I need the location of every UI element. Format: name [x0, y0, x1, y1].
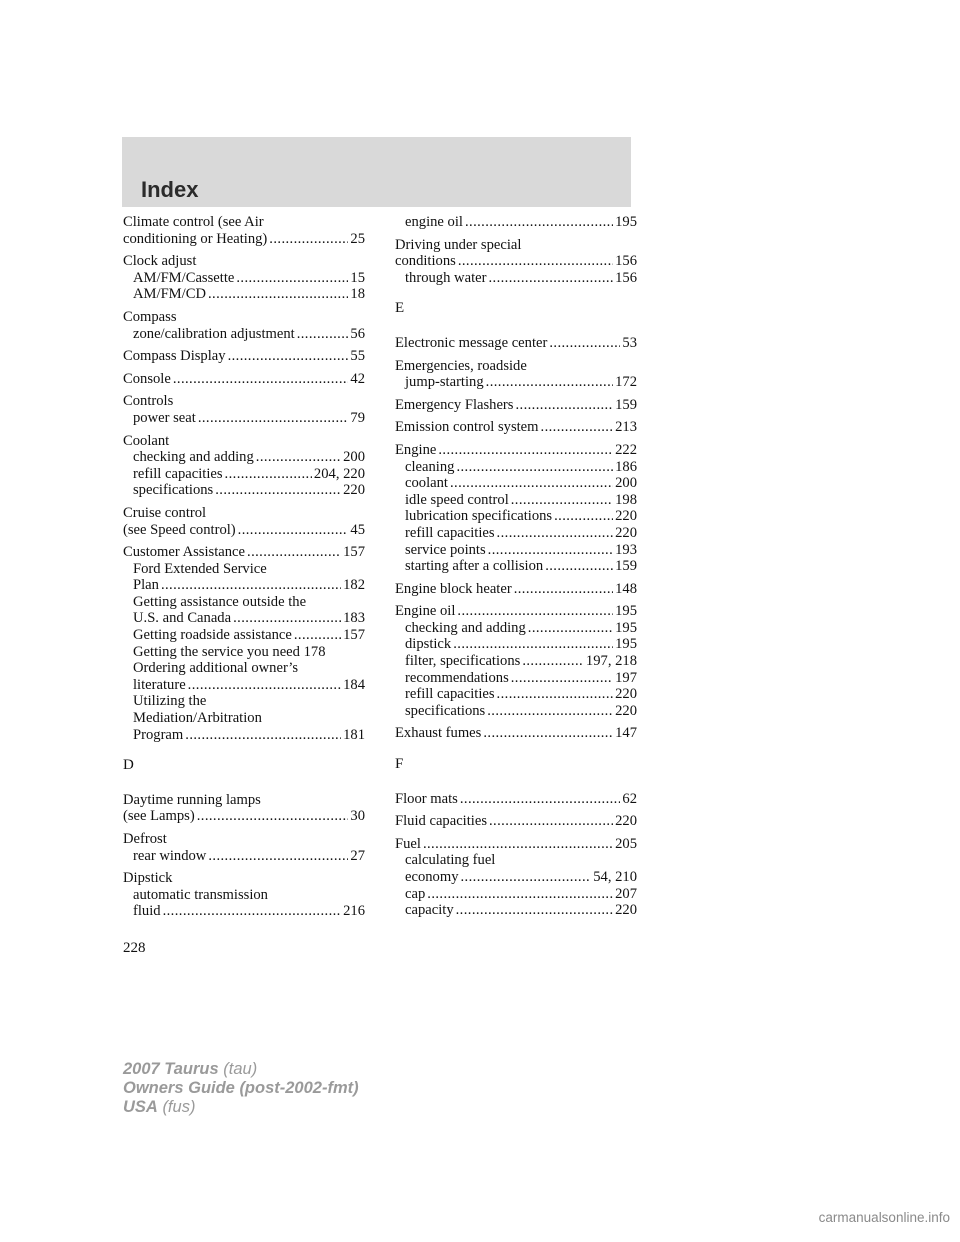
page-ref: 220: [615, 813, 637, 830]
page-ref: 220: [615, 686, 637, 703]
page-ref: 195: [615, 636, 637, 653]
index-entry: [123, 544, 365, 743]
page-ref: 53: [622, 334, 637, 351]
watermark: carmanualsonline.info: [818, 1210, 950, 1225]
sub-entry: coolant: [405, 475, 448, 492]
page-ref: 200: [343, 449, 365, 466]
entry-heading: Fuel: [395, 835, 421, 852]
page-ref: 216: [343, 903, 365, 920]
index-entry: [395, 791, 637, 808]
page-ref: 56: [350, 325, 365, 342]
sub-entry: Utilizing the: [133, 693, 207, 710]
entry-text: Cruise control: [123, 504, 207, 521]
sub-entry: checking and adding: [133, 449, 254, 466]
entry-text: Driving under special: [395, 236, 522, 253]
index-entry: [395, 237, 637, 287]
sub-entry: Mediation/Arbitration: [133, 710, 262, 727]
sub-entry: U.S. and Canada: [133, 610, 232, 627]
sub-entry: checking and adding: [405, 619, 526, 636]
index-entry: [395, 214, 637, 231]
footer-market: USA: [123, 1098, 158, 1116]
entry-text: conditions: [395, 253, 456, 270]
page-ref: 213: [615, 419, 637, 436]
page-ref: 220: [615, 902, 637, 919]
index-column-left: [123, 214, 365, 926]
page-ref: 182: [343, 577, 365, 594]
index-entry: [123, 433, 365, 499]
entry-heading: Engine block heater: [395, 580, 512, 597]
sub-entry: Getting assistance outside the: [133, 593, 307, 610]
sub-entry: Ford Extended Service: [133, 560, 267, 577]
index-entry: [123, 214, 365, 247]
footer-market-code: (fus): [162, 1098, 196, 1116]
sub-entry: jump-starting: [405, 374, 484, 391]
page-ref: 25: [350, 230, 365, 247]
entry-heading: Emergencies, roadside: [395, 357, 527, 374]
entry-text: Daytime running lamps: [123, 791, 261, 808]
entry-heading: Dipstick: [123, 870, 173, 887]
sub-entry: specifications: [133, 482, 214, 499]
index-entry: [395, 397, 637, 414]
index-entry: [395, 603, 637, 719]
page-ref: 195: [615, 214, 637, 230]
sub-entry: refill capacities: [405, 686, 495, 703]
page-ref: 207: [615, 885, 637, 902]
index-column-right: [395, 214, 637, 925]
page-ref: 193: [615, 541, 637, 558]
index-entry: [123, 309, 365, 342]
footer-guide: Owners Guide (post-2002-fmt): [123, 1079, 359, 1097]
page-ref: 27: [350, 847, 365, 864]
page-ref: 159: [615, 396, 637, 413]
entry-heading: Compass: [123, 308, 177, 325]
footer-doc-info: [123, 1060, 359, 1117]
page-ref: 172: [615, 374, 637, 391]
sub-entry: AM/FM/Cassette: [133, 269, 235, 286]
sub-entry: literature: [133, 676, 186, 693]
entry-heading: Defrost: [123, 831, 167, 847]
entry-heading: Coolant: [123, 432, 170, 449]
index-entry: [395, 358, 637, 391]
page-ref: 200: [615, 475, 637, 492]
page-ref: 42: [350, 370, 365, 387]
entry-text: conditioning or Heating): [123, 230, 268, 247]
sub-entry: Plan: [133, 577, 159, 594]
page-ref: 79: [350, 409, 365, 426]
index-entry: [123, 348, 365, 365]
sub-entry: filter, specifications: [405, 653, 521, 670]
page-number: 228: [123, 940, 146, 956]
page-ref: 186: [615, 458, 637, 475]
page-ref: 183: [343, 610, 365, 627]
page-ref: 30: [350, 808, 365, 825]
sub-entry: rear window: [133, 847, 207, 864]
page-ref: 147: [615, 725, 637, 742]
page-ref: 220: [615, 702, 637, 719]
entry-heading: Electronic message center: [395, 334, 548, 351]
page-ref: 220: [615, 524, 637, 541]
entry-heading: Console: [123, 370, 171, 387]
entry-heading: Customer Assistance: [123, 544, 246, 561]
index-entry: [123, 792, 365, 825]
page-ref: 197: [615, 669, 637, 686]
page-ref: 54, 210: [593, 869, 637, 885]
entry-heading: Floor mats: [395, 790, 458, 807]
page-ref: 197, 218: [585, 653, 637, 670]
entry-text: Climate control (see Air: [123, 214, 264, 230]
page-ref: 55: [350, 348, 365, 365]
page-ref: 148: [615, 580, 637, 597]
entry-heading: Compass Display: [123, 348, 226, 365]
sub-entry: economy: [405, 869, 459, 885]
sub-entry: dipstick: [405, 636, 452, 653]
index-entry: [395, 335, 637, 352]
section-letter-e: E: [395, 300, 405, 317]
footer-model: 2007 Taurus: [123, 1060, 219, 1078]
index-entry: [123, 831, 365, 864]
section-letter-f: F: [395, 756, 404, 773]
sub-entry: idle speed control: [405, 491, 509, 508]
entry-heading: Clock adjust: [123, 253, 197, 270]
entry-heading: Emission control system: [395, 419, 539, 436]
page-ref: 62: [622, 790, 637, 807]
sub-entry: calculating fuel: [405, 852, 496, 869]
page-ref: 156: [615, 269, 637, 286]
page-ref: 222: [615, 441, 637, 458]
section-letter-d: D: [123, 757, 134, 774]
sub-entry: capacity: [405, 902, 454, 919]
sub-entry: lubrication specifications: [405, 508, 553, 525]
entry-heading: Exhaust fumes: [395, 725, 482, 742]
entry-heading: Emergency Flashers: [395, 396, 514, 413]
index-entry: [395, 442, 637, 575]
footer-model-code: (tau): [223, 1060, 258, 1078]
page-ref: 195: [615, 619, 637, 636]
sub-entry: refill capacities: [133, 465, 223, 482]
entry-heading: Fluid capacities: [395, 813, 487, 830]
sub-entry: Getting the service you need 178: [133, 643, 326, 660]
sub-entry: specifications: [405, 702, 486, 719]
entry-heading: Engine oil: [395, 603, 456, 620]
page-ref: 181: [343, 726, 365, 743]
index-entry: [123, 870, 365, 920]
entry-text: (see Speed control): [123, 521, 236, 538]
page-ref: 18: [350, 286, 365, 303]
sub-entry: zone/calibration adjustment: [133, 325, 295, 342]
page-ref: 184: [343, 676, 365, 693]
page-ref: 220: [615, 508, 637, 525]
index-entry: [123, 393, 365, 426]
sub-entry: power seat: [133, 409, 196, 426]
page-title: Index: [141, 177, 199, 202]
sub-entry: service points: [405, 541, 486, 558]
sub-entry: starting after a collision: [405, 558, 544, 575]
sub-entry: through water: [405, 269, 487, 286]
index-entry: [395, 725, 637, 742]
entry-heading: Controls: [123, 393, 174, 410]
page-ref: 159: [615, 558, 637, 575]
index-entry: [123, 505, 365, 538]
index-entry: [123, 253, 365, 303]
sub-entry: cleaning: [405, 458, 455, 475]
sub-entry: Ordering additional owner’s: [133, 660, 299, 677]
page-ref: 205: [615, 835, 637, 852]
page-ref: 157: [343, 544, 365, 561]
index-entry: [395, 581, 637, 598]
page-ref: 15: [350, 269, 365, 286]
index-entry: [123, 371, 365, 388]
page-ref: 195: [615, 603, 637, 620]
index-entry: [395, 836, 637, 919]
index-entry: [395, 813, 637, 830]
page-ref: 198: [615, 491, 637, 508]
sub-entry: recommendations: [405, 669, 509, 686]
sub-entry: automatic transmission: [133, 886, 268, 903]
page-ref: 220: [343, 482, 365, 499]
sub-entry: AM/FM/CD: [133, 286, 206, 303]
sub-entry: Getting roadside assistance: [133, 627, 292, 644]
sub-entry: Program: [133, 726, 184, 743]
page-ref: 157: [343, 627, 365, 644]
page-ref: 156: [615, 253, 637, 270]
sub-entry: refill capacities: [405, 524, 495, 541]
entry-heading: Engine: [395, 441, 437, 458]
entry-text: (see Lamps): [123, 808, 195, 825]
sub-entry: cap: [405, 885, 426, 902]
sub-entry: fluid: [133, 903, 161, 920]
page-ref: 204, 220: [313, 465, 365, 482]
sub-entry: engine oil: [405, 214, 463, 230]
index-entry: [395, 419, 637, 436]
page-ref: 45: [350, 521, 365, 538]
